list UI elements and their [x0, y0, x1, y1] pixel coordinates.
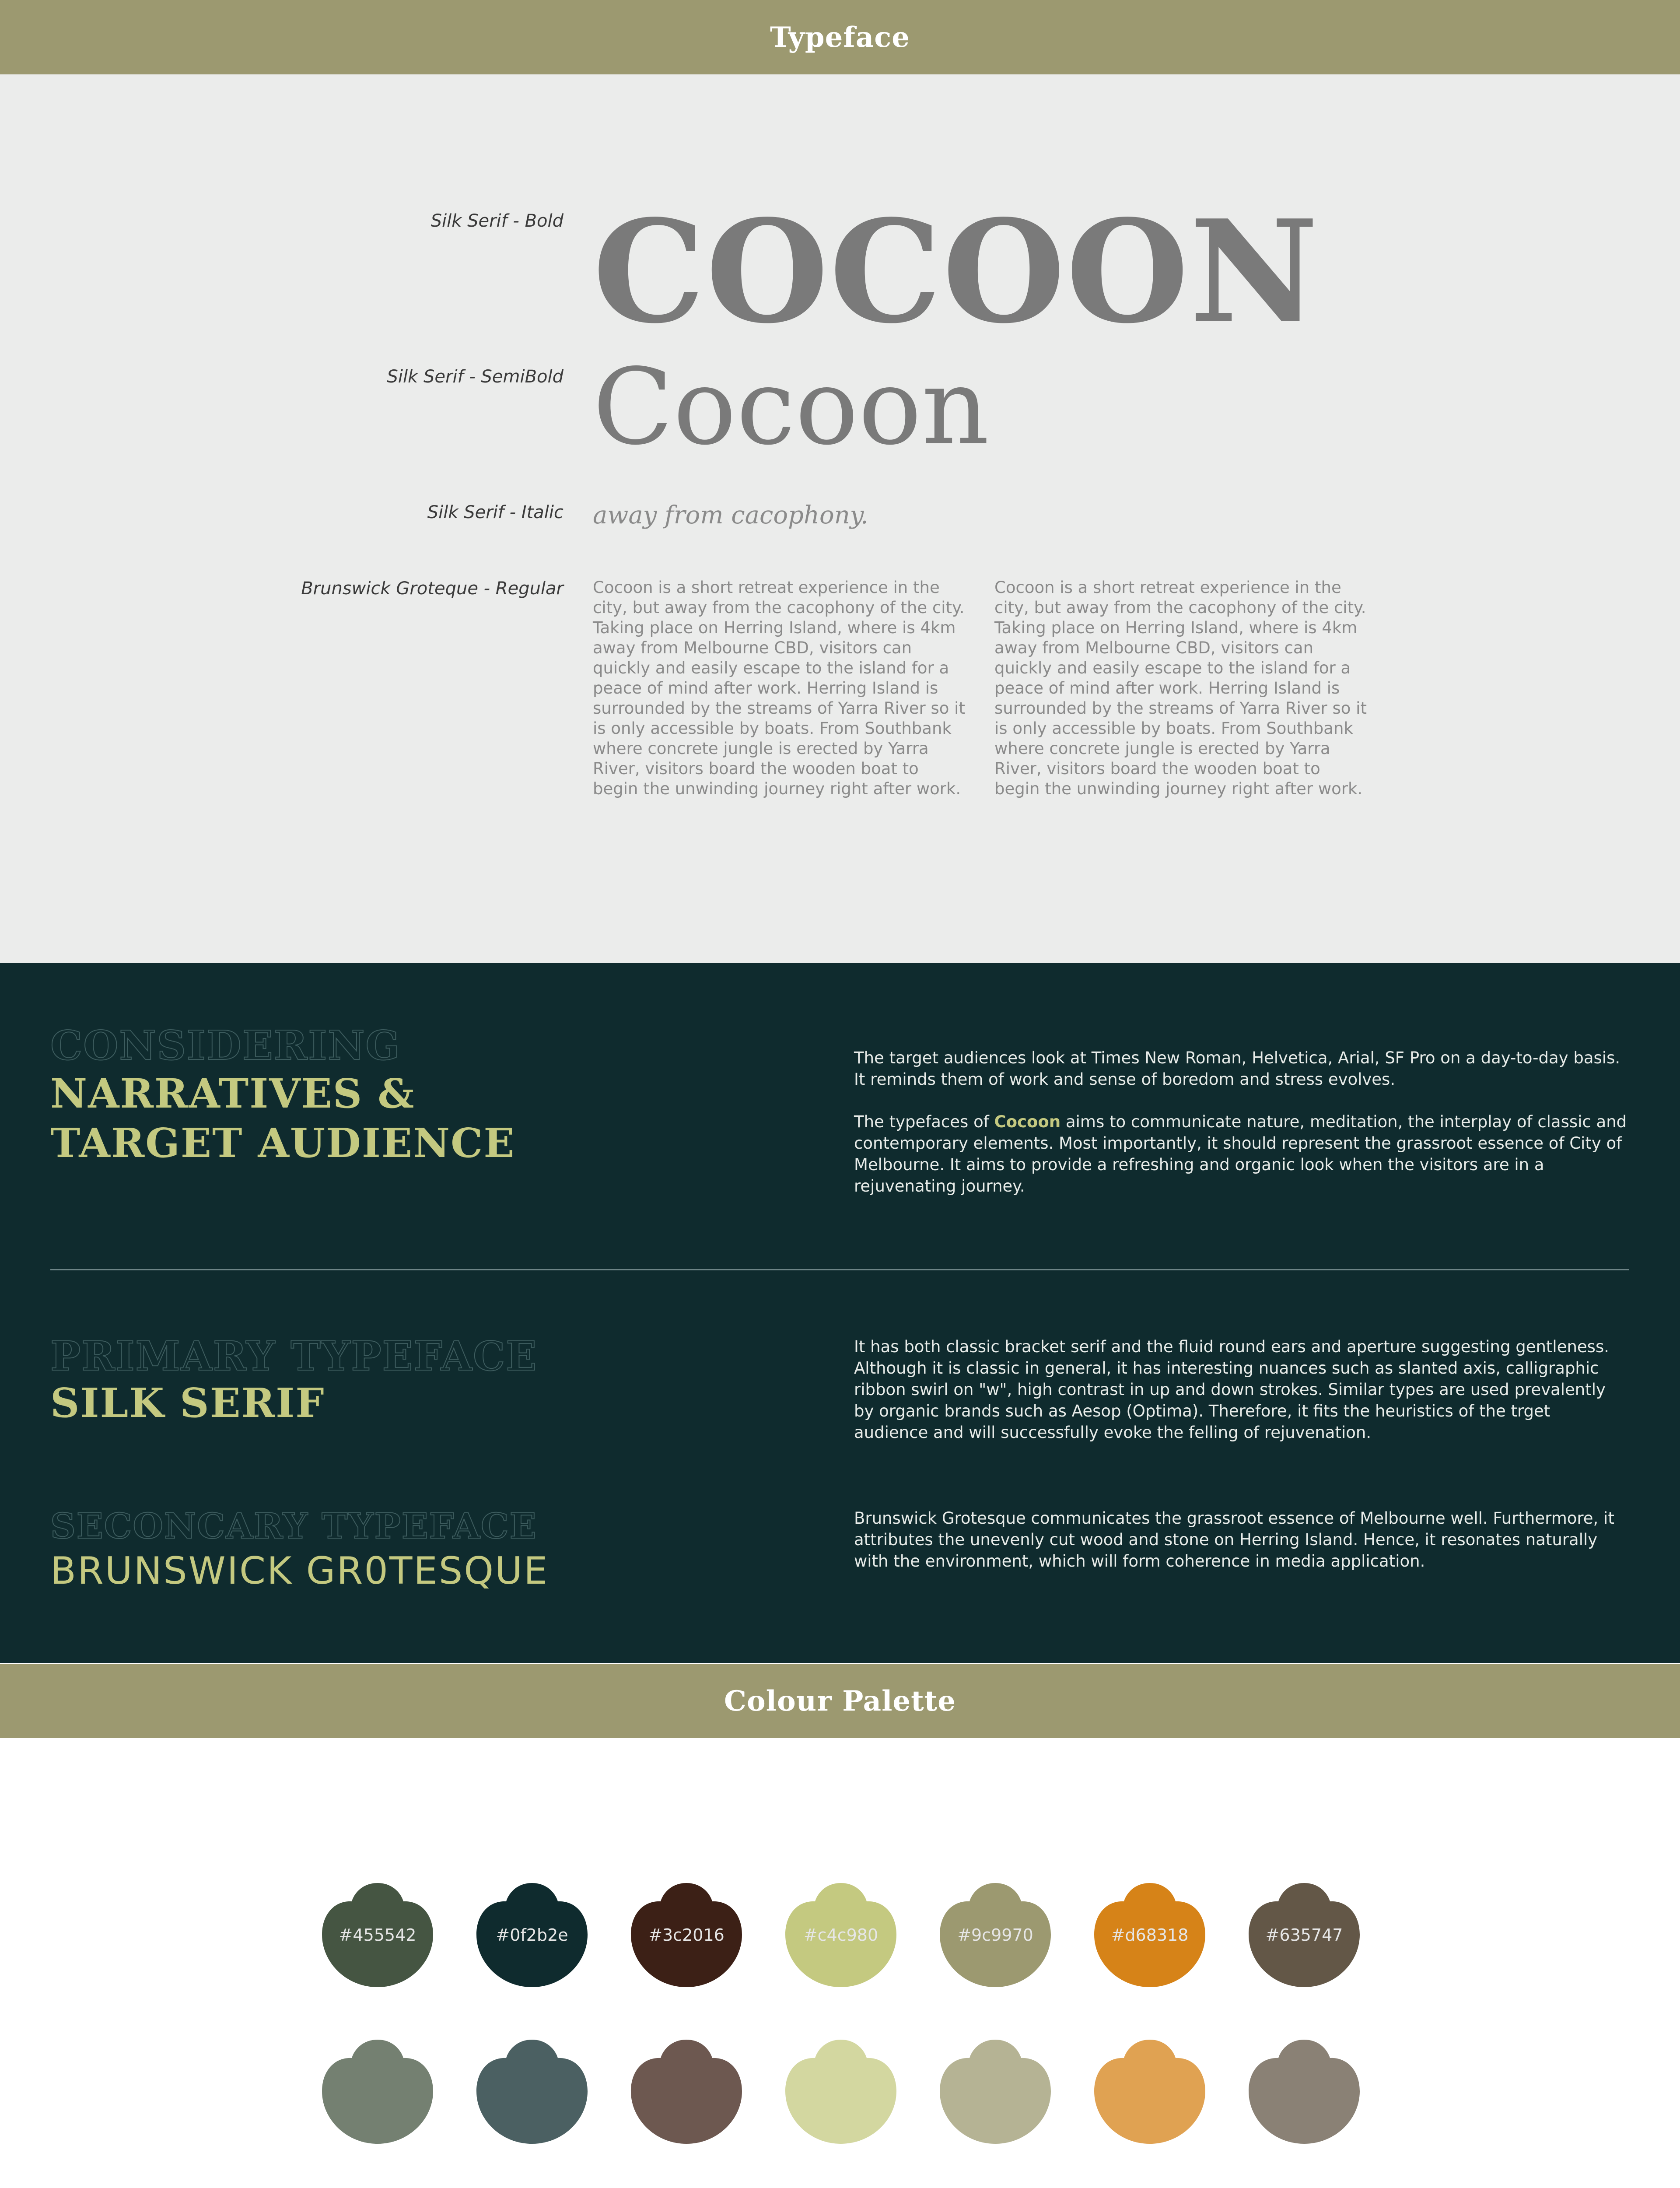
narratives-heading-line1: NARRATIVES &	[50, 1070, 415, 1117]
cocoon-highlight: Cocoon	[994, 1112, 1061, 1131]
narratives-outline-heading: CONSIDERING	[50, 1022, 401, 1069]
specimen-body-column-1: Cocoon is a short retreat experience in the city, but away from the cacophony of the city. Taking place on Herring Island, where is 4km away from Melbourne CBD, visitors can quickly and easily escape to the island for a peace of mind after work. Herring Island is surrounded by the streams of Yarra River so it is only accessible by boats. From Southbank where concrete jungle is erected by Yarra River, visitors board the wooden boat to begin the unwinding journey right after work.	[593, 578, 965, 798]
colour-palette-title: Colour Palette	[724, 1684, 956, 1718]
colour-swatch	[1093, 2037, 1206, 2146]
primary-typeface-text: It has both classic bracket serif and the fluid round ears and aperture suggesting gentleness. Although it is classic in general, it has interesting nuances such as slanted axis, calligraphic ribbon swirl on "w", high contrast in up and down strokes. Similar types are used prevalently by organic brands such as Aesop (Optima). Therefore, it fits the heuristics of the trget audience and will successfully evoke the felling of rejuvenation.	[854, 1337, 1609, 1442]
narratives-paragraph-1: The target audiences look at Times New Roman, Helvetica, Arial, SF Pro on a day-to-day basis. It reminds them of work and sense of boredom and stress evolves.	[854, 1048, 1620, 1089]
narratives-text	[854, 1047, 1628, 1197]
swatch-fill	[476, 2040, 588, 2144]
swatch-fill	[940, 2040, 1051, 2144]
colour-swatch	[321, 2037, 434, 2146]
secondary-typeface-heading: BRUNSWICK GR0TESQUE	[50, 1549, 549, 1593]
typeface-header-bar	[0, 0, 1680, 74]
swatch-shape	[476, 2037, 588, 2146]
swatch-hex-label: #0f2b2e	[496, 1925, 568, 1945]
swatch-shape	[939, 2037, 1052, 2146]
typeface-rationale-section	[0, 963, 1680, 1663]
label-brunswick-regular: Brunswick Groteque - Regular	[301, 579, 564, 599]
swatch-hex-label: #455542	[339, 1925, 416, 1945]
primary-typeface-heading: SILK SERIF	[50, 1379, 325, 1427]
swatch-hex-label: #3c2016	[648, 1925, 724, 1945]
swatch-fill	[631, 2040, 742, 2144]
colour-swatch	[476, 1880, 588, 1990]
colour-swatch	[1248, 2037, 1361, 2146]
swatch-shape	[321, 2037, 434, 2146]
swatch-hex-label: #c4c980	[803, 1925, 878, 1945]
label-silk-serif-italic: Silk Serif - Italic	[427, 502, 564, 522]
colour-swatch	[784, 2037, 897, 2146]
label-silk-serif-bold: Silk Serif - Bold	[430, 211, 564, 231]
specimen-bold: COCOON	[593, 189, 1320, 354]
colour-swatch	[1093, 1880, 1206, 1990]
swatch-fill	[322, 2040, 433, 2144]
secondary-typeface-text: Brunswick Grotesque communicates the grassroot essence of Melbourne well. Furthermore, it attributes the unevenly cut wood and stone on Herring Island. Hence, it resonates naturally with the environment, which will form coherence in media application.	[854, 1509, 1614, 1571]
colour-swatch	[784, 1880, 897, 1990]
swatch-shape	[1248, 2037, 1361, 2146]
colour-swatch	[476, 2037, 588, 2146]
section-divider	[50, 1269, 1629, 1270]
swatch-fill	[1249, 2040, 1360, 2144]
secondary-typeface-outline-heading: SECONCARY TYPEFACE	[50, 1505, 537, 1546]
swatch-shape	[630, 2037, 743, 2146]
specimen-italic: away from cacophony.	[593, 501, 868, 529]
colour-swatch	[321, 1880, 434, 1990]
label-silk-serif-semibold: Silk Serif - SemiBold	[387, 367, 564, 387]
colour-palette-grid	[0, 1738, 1680, 2188]
colour-swatch	[1248, 1880, 1361, 1990]
swatch-shape	[784, 2037, 897, 2146]
colour-palette-header-bar	[0, 1664, 1680, 1738]
swatch-fill	[1094, 2040, 1205, 2144]
swatch-fill	[785, 2040, 896, 2144]
swatch-hex-label: #d68318	[1111, 1925, 1189, 1945]
colour-swatch	[630, 2037, 743, 2146]
specimen-body-column-2: Cocoon is a short retreat experience in the city, but away from the cacophony of the city. Taking place on Herring Island, where is 4km away from Melbourne CBD, visitors can quickly and easily escape to the island for a peace of mind after work. Herring Island is surrounded by the streams of Yarra River so it is only accessible by boats. From Southbank where concrete jungle is erected by Yarra River, visitors board the wooden boat to begin the unwinding journey right after work.	[994, 578, 1367, 798]
colour-swatch	[939, 1880, 1052, 1990]
colour-swatch	[630, 1880, 743, 1990]
primary-typeface-outline-heading: PRIMARY TYPEFACE	[50, 1332, 538, 1380]
narratives-paragraph-2	[854, 1111, 1628, 1197]
typeface-section	[0, 74, 1680, 963]
colour-swatch	[939, 2037, 1052, 2146]
swatch-hex-label: #9c9970	[957, 1925, 1033, 1945]
specimen-semibold: Cocoon	[593, 346, 990, 468]
swatch-shape	[1093, 2037, 1206, 2146]
narratives-paragraph-2-start: The typefaces of	[854, 1112, 994, 1131]
narratives-heading-line2: TARGET AUDIENCE	[50, 1119, 515, 1167]
narratives-paragraph-2-end: aims to communicate nature, meditation, the interplay of classic and contemporary elements. Most importantly, it should represent the grassroot essence of City of Melbourne. It aims to provide a refreshing and organic look when the visitors are in a rejuvenating journey.	[854, 1112, 1627, 1196]
swatch-hex-label: #635747	[1265, 1925, 1343, 1945]
typeface-title: Typeface	[770, 21, 910, 54]
